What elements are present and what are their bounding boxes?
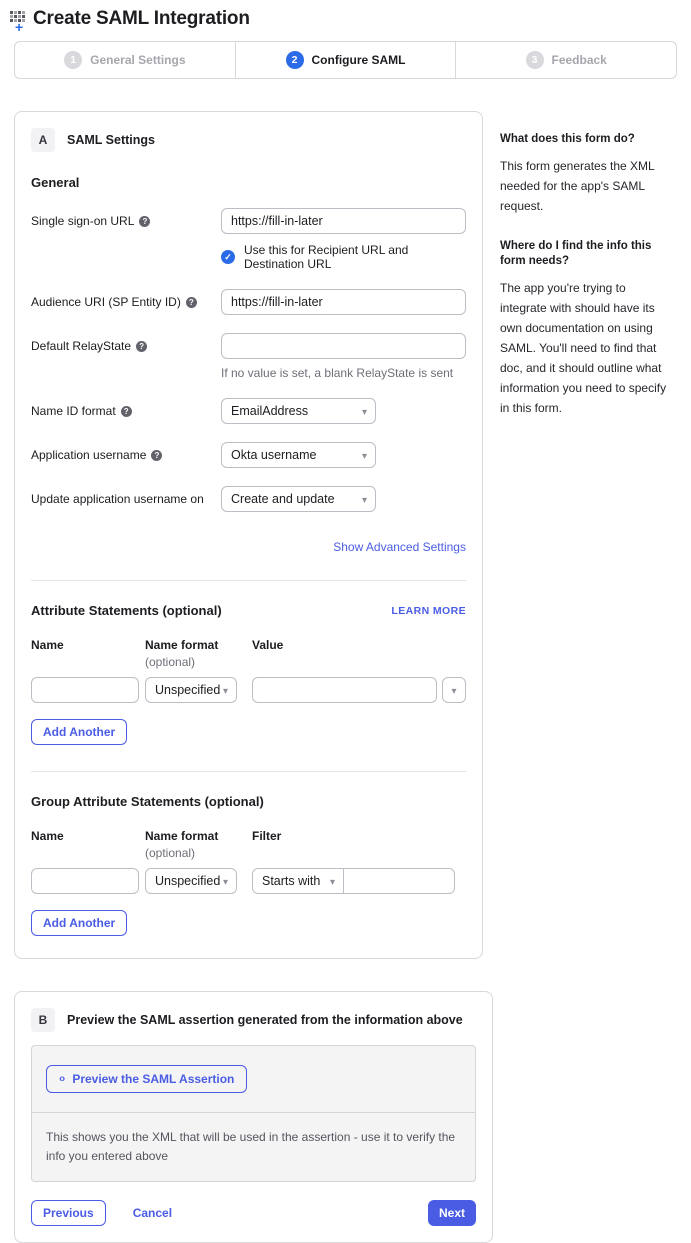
recipient-url-checkbox-label: Use this for Recipient URL and Destination URL xyxy=(244,243,409,271)
audience-uri-input[interactable] xyxy=(221,289,466,315)
relay-state-label: Default RelayState ? xyxy=(31,333,221,380)
sidebar-answer-1: This form generates the XML needed for the app's SAML request. xyxy=(499,159,655,213)
col-format-header: Name format xyxy=(145,829,219,843)
page-title: Create SAML Integration xyxy=(33,8,250,29)
attr-value-input[interactable] xyxy=(252,677,437,703)
chevron-down-icon xyxy=(362,492,367,506)
previous-button[interactable]: Previous xyxy=(31,1200,106,1226)
recipient-url-checkbox[interactable] xyxy=(221,250,235,264)
sso-url-label: Single sign-on URL ? xyxy=(31,208,221,271)
group-optional-note-row xyxy=(31,846,466,860)
preview-saml-assertion-button[interactable]: ‹› Preview the SAML Assertion xyxy=(46,1065,247,1093)
divider xyxy=(31,771,466,772)
preview-box xyxy=(31,1045,476,1182)
panel-a-title: SAML Settings xyxy=(67,133,155,147)
chevron-down-icon xyxy=(330,874,335,888)
sidebar-answer-2: The app you're trying to integrate with should have its own documentation on using SAML. You'll need to find that doc, and it should outline what information you need to specify in this form. xyxy=(499,281,667,415)
general-heading: General xyxy=(31,175,80,190)
attribute-statements-heading: Attribute Statements (optional) xyxy=(31,603,222,618)
show-advanced-settings-link[interactable]: Show Advanced Settings xyxy=(333,540,466,554)
audience-uri-row xyxy=(31,289,466,315)
step-feedback[interactable] xyxy=(455,42,676,78)
app-username-row xyxy=(31,442,466,468)
section-a-badge: A xyxy=(31,128,55,152)
step-configure-saml[interactable] xyxy=(235,42,456,78)
update-app-username-select[interactable]: Create and update ▾ xyxy=(221,486,376,512)
help-icon[interactable]: ? xyxy=(139,216,150,227)
group-filter-value-input[interactable] xyxy=(343,868,455,894)
cancel-link[interactable]: Cancel xyxy=(132,1206,173,1220)
relay-state-row xyxy=(31,333,466,380)
app-username-label: Application username ? xyxy=(31,442,221,468)
sso-url-row xyxy=(31,208,466,271)
help-icon[interactable]: ? xyxy=(186,297,197,308)
col-name-header: Name xyxy=(31,829,64,843)
optional-note: (optional) xyxy=(145,655,196,669)
relay-state-hint: If no value is set, a blank RelayState is sent xyxy=(221,366,454,380)
wizard-footer xyxy=(31,1200,476,1226)
panel-b-title: Preview the SAML assertion generated from the information above xyxy=(67,1013,463,1027)
preview-description: This shows you the XML that will be used in the assertion - use it to verify the info you entered above xyxy=(46,1130,456,1163)
optional-note: (optional) xyxy=(145,846,196,860)
code-icon xyxy=(59,1073,64,1085)
chevron-down-icon xyxy=(362,448,367,462)
attr-name-format-select[interactable]: Unspecified ▾ xyxy=(145,677,237,703)
wizard-steps xyxy=(14,41,677,79)
update-app-username-row xyxy=(31,486,466,512)
sso-url-input[interactable] xyxy=(221,208,466,234)
relay-state-input[interactable] xyxy=(221,333,466,359)
update-app-username-label: Update application username on xyxy=(31,492,204,506)
help-sidebar xyxy=(500,111,677,441)
col-name-header: Name xyxy=(31,638,64,652)
attr-name-input[interactable] xyxy=(31,677,139,703)
add-another-attribute-button[interactable]: Add Another xyxy=(31,719,127,745)
col-value-header: Value xyxy=(252,638,284,652)
saml-settings-panel xyxy=(14,111,483,959)
step-label: General Settings xyxy=(90,53,186,67)
attr-value-dropdown-button[interactable] xyxy=(442,677,466,703)
attribute-optional-note-row xyxy=(31,655,466,669)
name-id-format-select[interactable]: EmailAddress ▾ xyxy=(221,398,376,424)
name-id-format-row xyxy=(31,398,466,424)
help-icon[interactable]: ? xyxy=(121,406,132,417)
attribute-columns-header xyxy=(31,638,466,652)
chevron-down-icon xyxy=(223,874,228,888)
page-header xyxy=(0,0,691,35)
name-id-format-label: Name ID format ? xyxy=(31,398,221,424)
chevron-down-icon xyxy=(362,404,367,418)
group-attribute-statement-row xyxy=(31,868,466,894)
step-label: Feedback xyxy=(551,53,607,67)
group-name-format-select[interactable]: Unspecified ▾ xyxy=(145,868,237,894)
app-grid-plus-icon: + xyxy=(10,9,30,29)
step-label: Configure SAML xyxy=(311,53,406,67)
step-number-badge: 3 xyxy=(526,51,544,69)
col-format-header: Name format xyxy=(145,638,219,652)
preview-assertion-panel xyxy=(14,991,493,1243)
step-number-badge: 1 xyxy=(64,51,82,69)
chevron-down-icon xyxy=(451,683,456,697)
add-another-group-attribute-button[interactable]: Add Another xyxy=(31,910,127,936)
learn-more-link[interactable]: LEARN MORE xyxy=(391,604,466,617)
audience-uri-label: Audience URI (SP Entity ID) ? xyxy=(31,289,221,315)
group-filter-select[interactable]: Starts with ▾ xyxy=(252,868,344,894)
group-attribute-columns-header xyxy=(31,829,466,843)
group-name-input[interactable] xyxy=(31,868,139,894)
chevron-down-icon xyxy=(223,683,228,697)
step-number-badge: 2 xyxy=(286,51,304,69)
sidebar-question-1: What does this form do? xyxy=(499,133,635,145)
sidebar-question-2: Where do I find the info this form needs? xyxy=(499,240,652,267)
step-general-settings[interactable] xyxy=(15,42,235,78)
group-attribute-statements-heading: Group Attribute Statements (optional) xyxy=(31,794,264,809)
col-filter-header: Filter xyxy=(252,829,282,843)
next-button[interactable]: Next xyxy=(428,1200,476,1226)
app-username-select[interactable]: Okta username ▾ xyxy=(221,442,376,468)
help-icon[interactable]: ? xyxy=(136,341,147,352)
attribute-statement-row xyxy=(31,677,466,703)
help-icon[interactable]: ? xyxy=(151,450,162,461)
section-b-badge: B xyxy=(31,1008,55,1032)
divider xyxy=(31,580,466,581)
